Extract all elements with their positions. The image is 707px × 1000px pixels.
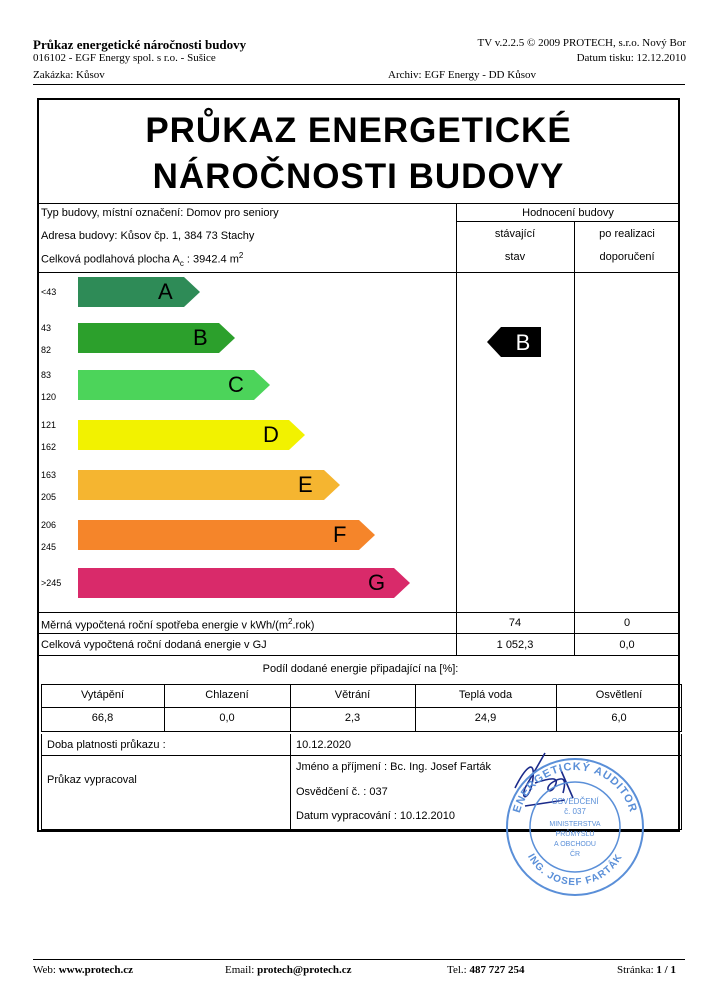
divider-scale-top: [37, 272, 680, 273]
author-name: Jméno a příjmení : Bc. Ing. Josef Farták: [296, 761, 492, 773]
header-divider: [33, 84, 685, 85]
footer-tel: Tel.: 487 727 254: [447, 964, 525, 976]
share-header-hot-water: Teplá voda: [458, 689, 513, 701]
scale-band-c: [78, 370, 270, 400]
rating-after-label-2: doporučení: [599, 251, 655, 263]
building-area: Celková podlahová plocha $A_c$ : 3942.4 $m^2$: [41, 251, 244, 268]
author-date: Datum vypracování : 10.12.2010: [296, 810, 455, 822]
total-after-value: 0,0: [619, 639, 635, 651]
scale-range-high-f: 245: [41, 542, 57, 552]
rating-after-label-1: po realizaci: [599, 228, 655, 240]
header-archive: Archiv: EGF Energy - DD Kůsov: [388, 69, 536, 81]
scale-band-e: [78, 470, 340, 500]
footer-page: Stránka: 1 / 1: [617, 964, 676, 976]
scale-range-low-e: 163: [41, 470, 57, 480]
stamp-bottom-text: ING. JOSEF FARTÁK: [525, 851, 625, 889]
share-header-lighting: Osvětlení: [595, 689, 643, 701]
share-header-cooling: Chlazení: [205, 689, 249, 701]
scale-letter-a: A: [158, 279, 173, 304]
footer-email-link[interactable]: protech@protech.cz: [257, 964, 352, 976]
footer-web: Web: www.protech.cz: [33, 964, 134, 976]
scale-band-b: [78, 323, 235, 353]
scale-band-d: [78, 420, 305, 450]
share-title: Podíl dodané energie připadající na [%]:: [262, 663, 459, 675]
author-label: Průkaz vypracoval: [47, 774, 137, 786]
scale-range-g: >245: [41, 578, 62, 588]
scale-band-a: [78, 277, 200, 307]
stamp-inner-6: ČR: [569, 851, 581, 858]
stamp-inner-4: PRŮMYSLU: [555, 831, 595, 838]
share-value-hot-water: 24,9: [474, 712, 497, 724]
scale-band-f: [78, 520, 375, 550]
scale-letter-f: F: [333, 522, 347, 547]
share-value-ventilation: 2,3: [344, 712, 361, 724]
share-value-heating: 66,8: [91, 712, 114, 724]
scale-range-low-c: 83: [41, 370, 52, 380]
rating-current-label-2: stav: [504, 251, 526, 263]
divider-row-1: [37, 633, 680, 634]
footer-web-link[interactable]: www.protech.cz: [58, 964, 134, 976]
divider-rating-title: [456, 221, 680, 222]
scale-letter-c: C: [228, 372, 244, 397]
auditor-stamp: [500, 752, 650, 907]
scale-band-g: [78, 568, 410, 598]
specific-current-value: 74: [508, 617, 522, 629]
stamp-top-text: ENERGETICKÝ AUDITOR: [510, 760, 640, 815]
scale-letter-e: E: [298, 472, 313, 497]
scale-range-high-e: 205: [41, 492, 57, 502]
scale-range-high-d: 162: [41, 442, 57, 452]
scale-range-low-f: 206: [41, 520, 57, 530]
share-header-ventilation: Větrání: [334, 689, 371, 701]
specific-after-value: 0: [623, 617, 631, 629]
header-software: TV v.2.2.5 © 2009 PROTECH, s.r.o. Nový Bor: [477, 37, 686, 49]
stamp-inner-5: A OBCHODU: [553, 841, 597, 848]
divider-col-after: [574, 221, 575, 655]
header-company: 016102 - EGF Energy spol. s r.o. - Sušice: [33, 52, 216, 64]
validity-label: Doba platnosti průkazu :: [47, 739, 166, 751]
share-table-divider: [41, 707, 682, 708]
scale-range-a: <43: [41, 287, 57, 297]
footer-divider: [33, 959, 685, 960]
divider-row-2: [37, 655, 680, 656]
share-value-cooling: 0,0: [219, 712, 235, 724]
divider-col-rating: [456, 203, 457, 655]
header-print-date: Datum tisku: 12.12.2010: [576, 52, 686, 64]
rating-current-label-1: stávající: [494, 228, 536, 240]
rating-title: Hodnocení budovy: [522, 207, 614, 219]
building-address: Adresa budovy: Kůsov čp. 1, 384 73 Stachy: [41, 230, 255, 242]
scale-letter-b: B: [193, 325, 208, 350]
stamp-inner-1: OSVĚDČENÍ: [551, 797, 599, 806]
scale-range-high-b: 82: [41, 345, 52, 355]
total-energy-label: Celková vypočtená roční dodaná energie v GJ: [41, 639, 267, 651]
stamp-inner-2: č. 037: [564, 807, 586, 816]
scale-letter-d: D: [263, 422, 279, 447]
marker-arrow: [487, 327, 541, 357]
specific-consumption-label: Měrná vypočtená roční spotřeba energie v kWh/$(m^2.rok)$: [41, 617, 315, 632]
divider-scale-bottom: [37, 612, 680, 613]
certificate-title: [37, 108, 680, 200]
scale-range-high-c: 120: [41, 392, 57, 402]
current-class-marker: [487, 327, 541, 362]
share-header-heating: Vytápění: [80, 689, 124, 701]
header-doc-title: Průkaz energetické náročnosti budovy: [33, 37, 247, 52]
stamp-inner-3: MINISTERSTVA: [549, 821, 601, 828]
building-type: Typ budovy, místní označení: Domov pro seniory: [41, 207, 279, 219]
author-col-divider: [290, 734, 291, 830]
author-certificate: Osvědčení č. : 037: [296, 786, 388, 798]
scale-range-low-b: 43: [41, 323, 52, 333]
scale-range-low-d: 121: [41, 420, 57, 430]
footer-email: Email: protech@protech.cz: [225, 964, 352, 976]
total-current-value: 1 052,3: [496, 639, 534, 651]
divider-top: [37, 203, 680, 204]
title-line-1: PRŮKAZ ENERGETICKÉ: [145, 111, 572, 150]
header-order: Zakázka: Kůsov: [33, 69, 105, 81]
validity-value: 10.12.2020: [296, 739, 352, 751]
share-value-lighting: 6,0: [611, 712, 627, 724]
scale-letter-g: G: [368, 570, 386, 595]
marker-letter: B: [515, 330, 531, 355]
title-line-2: NÁROČNOSTI BUDOVY: [152, 157, 565, 196]
